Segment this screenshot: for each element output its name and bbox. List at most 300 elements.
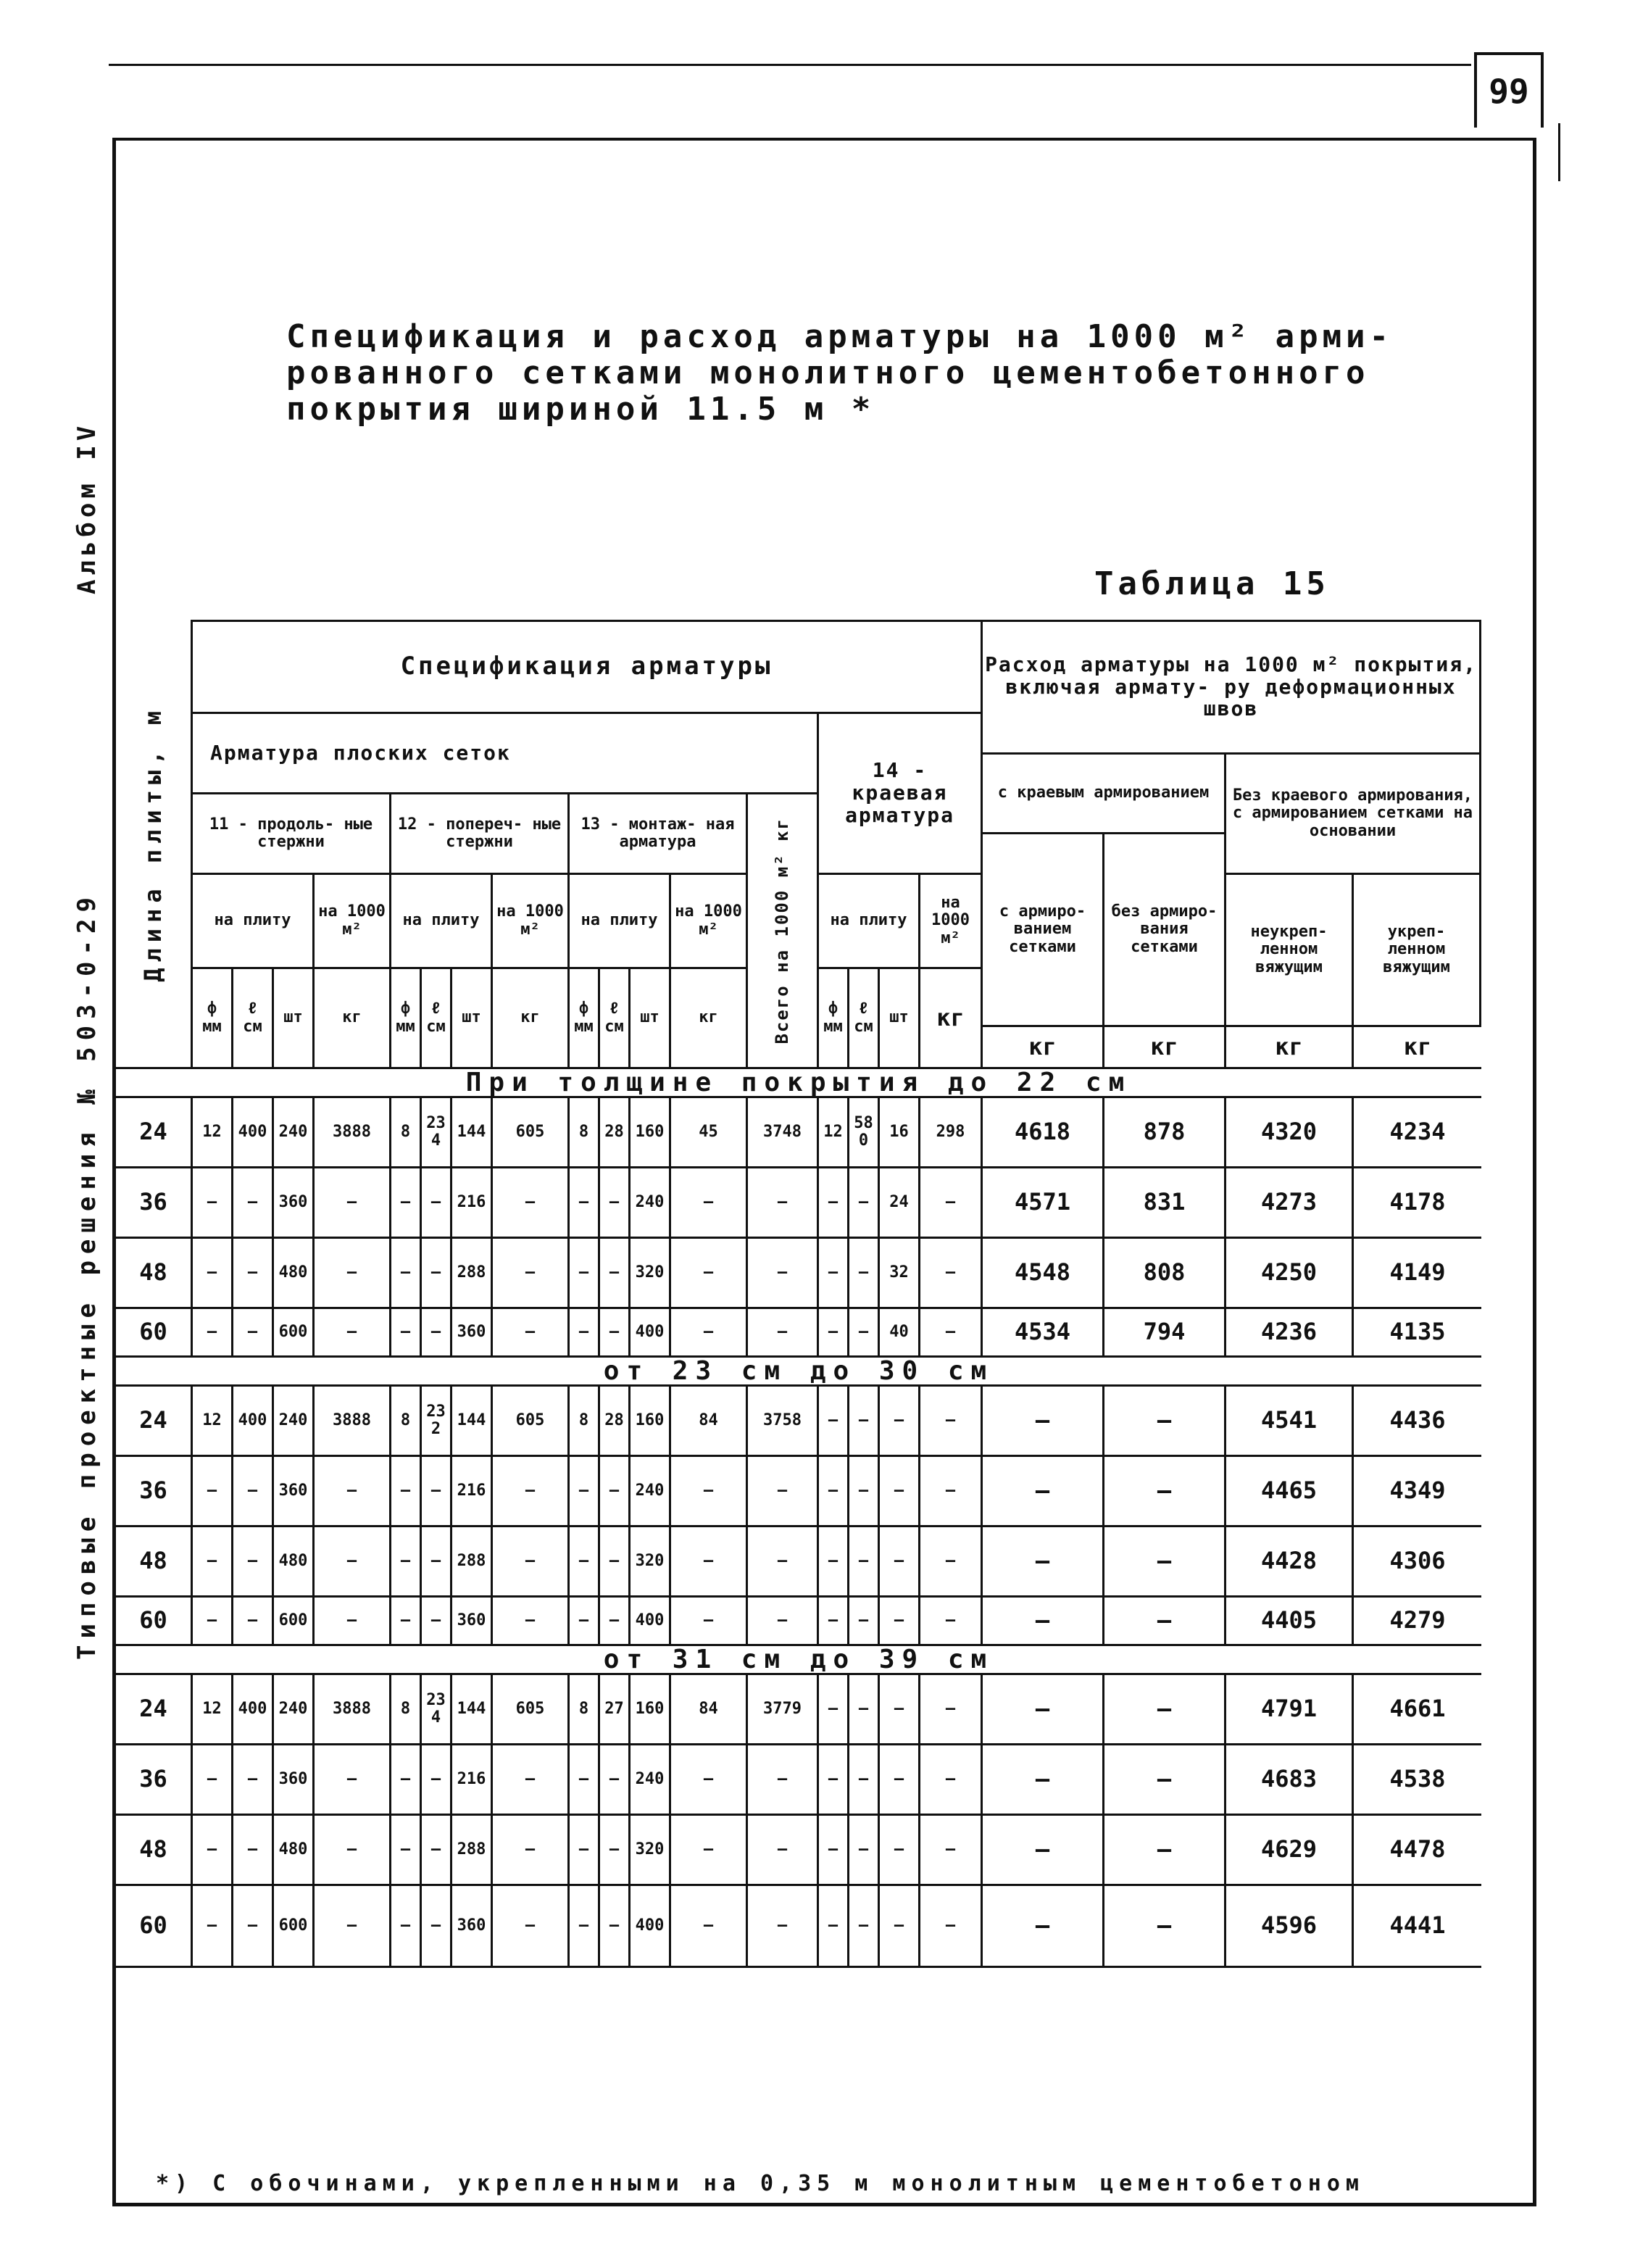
table-cell: – [193, 1457, 233, 1527]
table-cell: – [849, 1816, 880, 1886]
table-cell: – [880, 1527, 920, 1598]
table-cell: 600 [274, 1598, 315, 1646]
table-cell: – [315, 1239, 391, 1309]
table-cell: — [983, 1457, 1104, 1527]
table-cell: – [880, 1387, 920, 1457]
table-cell: – [391, 1168, 422, 1239]
table-cell: 605 [493, 1098, 570, 1168]
unit-phi-11: ф мм [193, 969, 233, 1069]
table-cell: – [233, 1168, 274, 1239]
table-cell: – [570, 1598, 600, 1646]
table-cell: – [600, 1816, 631, 1886]
table-cell: – [849, 1886, 880, 1968]
row-length-cell: 24 [116, 1387, 193, 1457]
table-cell: – [920, 1309, 983, 1358]
table-cell: – [671, 1168, 748, 1239]
table-cell: – [233, 1745, 274, 1816]
table-cell: – [819, 1457, 849, 1527]
table-cell: – [193, 1239, 233, 1309]
unit-l-12: ℓ см [422, 969, 452, 1069]
table-cell: – [819, 1816, 849, 1886]
table-cell: — [983, 1816, 1104, 1886]
table-cell: — [983, 1598, 1104, 1646]
header-with-mesh: с армиро- ванием сетками [983, 834, 1104, 1027]
table-cell: 240 [631, 1168, 671, 1239]
header-length: Длина плиты, м [116, 620, 193, 1069]
table-cell: 28 [600, 1387, 631, 1457]
table-cell: – [391, 1309, 422, 1358]
table-cell: — [920, 1886, 983, 1968]
table-cell: — [920, 1457, 983, 1527]
table-cell: – [671, 1527, 748, 1598]
table-cell: 400 [233, 1098, 274, 1168]
table-cell: – [748, 1168, 819, 1239]
table-cell: 4436 [1354, 1387, 1481, 1457]
header-edge-rebar: 14 - краевая арматура [819, 714, 983, 875]
table-cell: – [819, 1309, 849, 1358]
table-cell: – [671, 1309, 748, 1358]
table-cell: – [570, 1457, 600, 1527]
table-cell: – [600, 1457, 631, 1527]
table-cell: – [849, 1239, 880, 1309]
table-cell: – [193, 1309, 233, 1358]
table-cell: – [493, 1598, 570, 1646]
table-cell: – [819, 1387, 849, 1457]
table-cell: — [920, 1675, 983, 1745]
table-cell: – [600, 1886, 631, 1968]
unit-pcs-12: шт [452, 969, 493, 1069]
table-cell: – [849, 1745, 880, 1816]
table-cell: – [880, 1457, 920, 1527]
table-cell: – [391, 1598, 422, 1646]
table-cell: 160 [631, 1675, 671, 1745]
table-cell: 240 [631, 1745, 671, 1816]
table-cell: 160 [631, 1098, 671, 1168]
table-cell: 84 [671, 1675, 748, 1745]
table-cell: – [819, 1745, 849, 1816]
table-cell: 400 [233, 1387, 274, 1457]
section-title: При толщине покрытия до 22 см [116, 1069, 1481, 1098]
table-cell: – [671, 1816, 748, 1886]
table-cell: – [193, 1527, 233, 1598]
table-cell: – [748, 1745, 819, 1816]
table-cell: 12 [819, 1098, 849, 1168]
table-cell: — [920, 1527, 983, 1598]
table-cell: – [233, 1886, 274, 1968]
unit-pcs-14: шт [880, 969, 920, 1069]
row-length-cell: 60 [116, 1309, 193, 1358]
spec-table [116, 620, 1528, 2143]
table-cell: 4320 [1226, 1098, 1354, 1168]
table-cell: – [493, 1816, 570, 1886]
table-cell: – [570, 1239, 600, 1309]
unit-kg-13: кг [671, 969, 748, 1069]
table-cell: 3758 [748, 1387, 819, 1457]
table-cell: – [570, 1745, 600, 1816]
table-cell: 12 [193, 1675, 233, 1745]
table-cell: – [391, 1745, 422, 1816]
table-cell: 320 [631, 1527, 671, 1598]
unit-l-11: ℓ см [233, 969, 274, 1069]
table-cell: 4428 [1226, 1527, 1354, 1598]
section-title: от 23 см до 30 см [116, 1358, 1481, 1387]
top-rule [109, 64, 1471, 66]
table-cell: 4541 [1226, 1387, 1354, 1457]
unit-phi-14: ф мм [819, 969, 849, 1069]
table-cell: 16 [880, 1098, 920, 1168]
page-title [286, 319, 1504, 428]
table-cell: – [671, 1239, 748, 1309]
header-per-1000-14: на 1000 м² [920, 875, 983, 969]
series-label: Типовые проектные решения № 503-0-29 [72, 891, 101, 1660]
header-without-mesh: без армиро- вания сетками [1104, 834, 1226, 1027]
row-length-cell: 36 [116, 1168, 193, 1239]
table-cell: 40 [880, 1309, 920, 1358]
header-per-1000-13: на 1000 м² [671, 875, 748, 969]
unit-phi-12: ф мм [391, 969, 422, 1069]
table-cell: 8 [570, 1675, 600, 1745]
right-edge-rule [1558, 123, 1560, 181]
table-cell: – [600, 1239, 631, 1309]
table-cell: – [233, 1527, 274, 1598]
table-cell: 4683 [1226, 1745, 1354, 1816]
unit-kg-12: кг [493, 969, 570, 1069]
table-cell: — [920, 1816, 983, 1886]
row-length-cell: 36 [116, 1457, 193, 1527]
header-total: Всего на 1000 м² кг [748, 794, 819, 1069]
table-cell: – [819, 1886, 849, 1968]
table-cell: – [849, 1387, 880, 1457]
table-cell: 3888 [315, 1387, 391, 1457]
album-label: Альбом IV [72, 421, 101, 594]
table-cell: 4441 [1354, 1886, 1481, 1968]
table-cell: – [422, 1745, 452, 1816]
table-cell: 27 [600, 1675, 631, 1745]
header-mesh-rebar: Арматура плоских сеток [193, 714, 819, 794]
table-cell: – [315, 1745, 391, 1816]
table-cell: 84 [671, 1387, 748, 1457]
row-length-cell: 24 [116, 1675, 193, 1745]
table-cell: 794 [1104, 1309, 1226, 1358]
table-cell: – [422, 1239, 452, 1309]
table-cell: – [422, 1886, 452, 1968]
table-cell: 4236 [1226, 1309, 1354, 1358]
table-cell: – [880, 1598, 920, 1646]
table-cell: 240 [274, 1387, 315, 1457]
table-cell: 240 [274, 1098, 315, 1168]
table-cell: 240 [274, 1675, 315, 1745]
table-cell: 831 [1104, 1168, 1226, 1239]
table-cell: – [193, 1745, 233, 1816]
table-cell: – [819, 1598, 849, 1646]
table-cell: 580 [849, 1098, 880, 1168]
table-cell: 360 [452, 1309, 493, 1358]
table-cell: – [600, 1527, 631, 1598]
unit-kg-14: кг [920, 969, 983, 1069]
table-cell: – [493, 1745, 570, 1816]
header-with-edge: с краевым армированием [983, 755, 1226, 834]
table-cell: – [193, 1598, 233, 1646]
table-cell: – [193, 1816, 233, 1886]
table-cell: 878 [1104, 1098, 1226, 1168]
table-cell: — [920, 1598, 983, 1646]
header-without-edge: Без краевого армирования, с армированием сетками на основании [1226, 755, 1481, 875]
unit-kg-with-mesh: кг [983, 1027, 1104, 1069]
title-line-3: покрытия шириной 11.5 м * [286, 391, 875, 428]
table-cell: 216 [452, 1745, 493, 1816]
table-cell: – [819, 1239, 849, 1309]
table-cell: 4478 [1354, 1816, 1481, 1886]
table-cell: – [493, 1886, 570, 1968]
table-cell: 3779 [748, 1675, 819, 1745]
table-cell: 12 [193, 1098, 233, 1168]
table-cell: 4234 [1354, 1098, 1481, 1168]
table-cell: – [391, 1239, 422, 1309]
table-cell: 4273 [1226, 1168, 1354, 1239]
row-length-cell: 60 [116, 1886, 193, 1968]
table-cell: – [819, 1675, 849, 1745]
page-number: 99 [1474, 52, 1544, 128]
unit-kg-reinforced: кг [1354, 1027, 1481, 1069]
table-cell: — [920, 1387, 983, 1457]
table-cell: — [1104, 1675, 1226, 1745]
table-cell: 298 [920, 1098, 983, 1168]
table-cell: – [233, 1816, 274, 1886]
table-cell: — [983, 1387, 1104, 1457]
table-cell: – [600, 1309, 631, 1358]
table-caption: Таблица 15 [1094, 565, 1330, 602]
table-cell: – [849, 1527, 880, 1598]
table-cell: — [983, 1675, 1104, 1745]
table-cell: – [422, 1168, 452, 1239]
unit-l-13: ℓ см [600, 969, 631, 1069]
table-cell: – [422, 1598, 452, 1646]
row-length-cell: 48 [116, 1816, 193, 1886]
table-cell: 400 [233, 1675, 274, 1745]
table-cell: – [600, 1745, 631, 1816]
header-spec: Спецификация арматуры [193, 620, 983, 714]
table-cell: – [315, 1309, 391, 1358]
table-cell: 4629 [1226, 1816, 1354, 1886]
table-cell: – [315, 1816, 391, 1886]
header-per-slab-14: на плиту [819, 875, 920, 969]
table-cell: — [1104, 1387, 1226, 1457]
table-cell: – [748, 1598, 819, 1646]
table-cell: – [493, 1309, 570, 1358]
table-cell: 3888 [315, 1675, 391, 1745]
header-cross-bars: 12 - попереч- ные стержни [391, 794, 570, 875]
title-line-2: рованного сетками монолитного цементобетонного [286, 354, 1370, 391]
table-cell: — [1104, 1816, 1226, 1886]
table-cell: – [849, 1168, 880, 1239]
table-cell: – [233, 1598, 274, 1646]
header-reinforced: укреп- ленном вяжущим [1354, 875, 1481, 1027]
header-per-slab-13: на плиту [570, 875, 671, 969]
table-cell: – [233, 1239, 274, 1309]
table-cell: 4349 [1354, 1457, 1481, 1527]
table-cell: – [391, 1886, 422, 1968]
table-cell: — [1104, 1457, 1226, 1527]
table-cell: 4534 [983, 1309, 1104, 1358]
table-cell: 28 [600, 1098, 631, 1168]
table-cell: 4149 [1354, 1239, 1481, 1309]
table-cell: – [570, 1886, 600, 1968]
header-per-1000-11: на 1000 м² [315, 875, 391, 969]
table-cell: – [391, 1816, 422, 1886]
table-cell: – [570, 1168, 600, 1239]
table-cell: – [600, 1168, 631, 1239]
table-cell: 480 [274, 1527, 315, 1598]
table-cell: – [849, 1457, 880, 1527]
table-cell: 4791 [1226, 1675, 1354, 1745]
table-cell: — [1104, 1527, 1226, 1598]
table-cell: 24 [880, 1168, 920, 1239]
table-cell: 45 [671, 1098, 748, 1168]
table-cell: 360 [274, 1457, 315, 1527]
table-cell: 8 [570, 1387, 600, 1457]
table-cell: 144 [452, 1098, 493, 1168]
table-cell: – [315, 1457, 391, 1527]
table-cell: 600 [274, 1309, 315, 1358]
table-cell: 216 [452, 1457, 493, 1527]
header-long-bars: 11 - продоль- ные стержни [193, 794, 391, 875]
table-cell: 4618 [983, 1098, 1104, 1168]
table-cell: 4538 [1354, 1745, 1481, 1816]
table-cell: – [422, 1309, 452, 1358]
table-cell: 8 [391, 1387, 422, 1457]
table-cell: – [849, 1598, 880, 1646]
table-cell: – [748, 1239, 819, 1309]
table-cell: 320 [631, 1239, 671, 1309]
table-cell: 480 [274, 1239, 315, 1309]
header-unreinforced: неукреп- ленном вяжущим [1226, 875, 1354, 1027]
unit-l-14: ℓ см [849, 969, 880, 1069]
table-cell: 605 [493, 1675, 570, 1745]
table-cell: — [983, 1527, 1104, 1598]
table-cell: – [671, 1886, 748, 1968]
table-cell: – [570, 1816, 600, 1886]
table-cell: – [671, 1745, 748, 1816]
table-cell: 360 [452, 1886, 493, 1968]
table-cell: 240 [631, 1457, 671, 1527]
table-cell: – [748, 1457, 819, 1527]
unit-kg-without-mesh: кг [1104, 1027, 1226, 1069]
table-cell: – [671, 1598, 748, 1646]
table-cell: 216 [452, 1168, 493, 1239]
table-cell: – [193, 1168, 233, 1239]
table-cell: – [233, 1457, 274, 1527]
table-cell: – [493, 1168, 570, 1239]
table-cell: 8 [570, 1098, 600, 1168]
unit-phi-13: ф мм [570, 969, 600, 1069]
table-cell: 4279 [1354, 1598, 1481, 1646]
unit-pcs-13: шт [631, 969, 671, 1069]
table-cell: – [748, 1527, 819, 1598]
table-cell: 360 [452, 1598, 493, 1646]
section-title: от 31 см до 39 см [116, 1646, 1481, 1675]
table-cell: – [849, 1309, 880, 1358]
table-cell: 234 [422, 1675, 452, 1745]
table-cell: – [748, 1309, 819, 1358]
table-cell: 400 [631, 1886, 671, 1968]
table-cell: — [1104, 1598, 1226, 1646]
unit-pcs-11: шт [274, 969, 315, 1069]
row-length-cell: 24 [116, 1098, 193, 1168]
table-cell: — [1104, 1745, 1226, 1816]
table-cell: – [315, 1168, 391, 1239]
table-cell: – [193, 1886, 233, 1968]
table-cell: 288 [452, 1816, 493, 1886]
table-cell: 4661 [1354, 1675, 1481, 1745]
table-cell: – [819, 1168, 849, 1239]
row-length-cell: 48 [116, 1527, 193, 1598]
table-cell: 4596 [1226, 1886, 1354, 1968]
table-cell: 320 [631, 1816, 671, 1886]
table-cell: – [315, 1527, 391, 1598]
table-cell: — [983, 1886, 1104, 1968]
table-cell: – [493, 1527, 570, 1598]
table-cell: – [233, 1309, 274, 1358]
table-cell: – [920, 1239, 983, 1309]
table-cell: – [391, 1457, 422, 1527]
table-cell: 12 [193, 1387, 233, 1457]
table-cell: 144 [452, 1675, 493, 1745]
table-cell: – [570, 1527, 600, 1598]
table-cell: 480 [274, 1816, 315, 1886]
table-cell: — [983, 1745, 1104, 1816]
table-cell: – [819, 1527, 849, 1598]
unit-kg-11: кг [315, 969, 391, 1069]
table-cell: — [920, 1745, 983, 1816]
table-cell: 32 [880, 1239, 920, 1309]
table-cell: 288 [452, 1527, 493, 1598]
table-cell: 288 [452, 1239, 493, 1309]
table-cell: 160 [631, 1387, 671, 1457]
table-cell: – [570, 1309, 600, 1358]
table-cell: – [849, 1675, 880, 1745]
header-per-slab-11: на плиту [193, 875, 315, 969]
header-mount-rebar: 13 - монтаж- ная арматура [570, 794, 748, 875]
table-cell: – [493, 1457, 570, 1527]
table-cell: — [1104, 1886, 1226, 1968]
footnote: *) С обочинами, укрепленными на 0,35 м монолитным цементобетоном [156, 2171, 1365, 2196]
table-cell: – [422, 1457, 452, 1527]
table-cell: – [422, 1527, 452, 1598]
table-cell: 3888 [315, 1098, 391, 1168]
table-cell: 600 [274, 1886, 315, 1968]
table-cell: – [391, 1527, 422, 1598]
table-cell: – [880, 1745, 920, 1816]
table-cell: 4465 [1226, 1457, 1354, 1527]
table-cell: 144 [452, 1387, 493, 1457]
row-length-cell: 36 [116, 1745, 193, 1816]
table-cell: 4178 [1354, 1168, 1481, 1239]
table-cell: 360 [274, 1745, 315, 1816]
table-cell: – [315, 1886, 391, 1968]
unit-kg-unreinforced: кг [1226, 1027, 1354, 1069]
table-cell: 8 [391, 1675, 422, 1745]
table-cell: 234 [422, 1098, 452, 1168]
row-length-cell: 60 [116, 1598, 193, 1646]
table-cell: – [748, 1816, 819, 1886]
table-cell: 605 [493, 1387, 570, 1457]
table-cell: – [880, 1886, 920, 1968]
table-cell: 400 [631, 1598, 671, 1646]
table-cell: 8 [391, 1098, 422, 1168]
header-per-1000-12: на 1000 м² [493, 875, 570, 969]
table-cell: 4135 [1354, 1309, 1481, 1358]
table-cell: – [880, 1816, 920, 1886]
